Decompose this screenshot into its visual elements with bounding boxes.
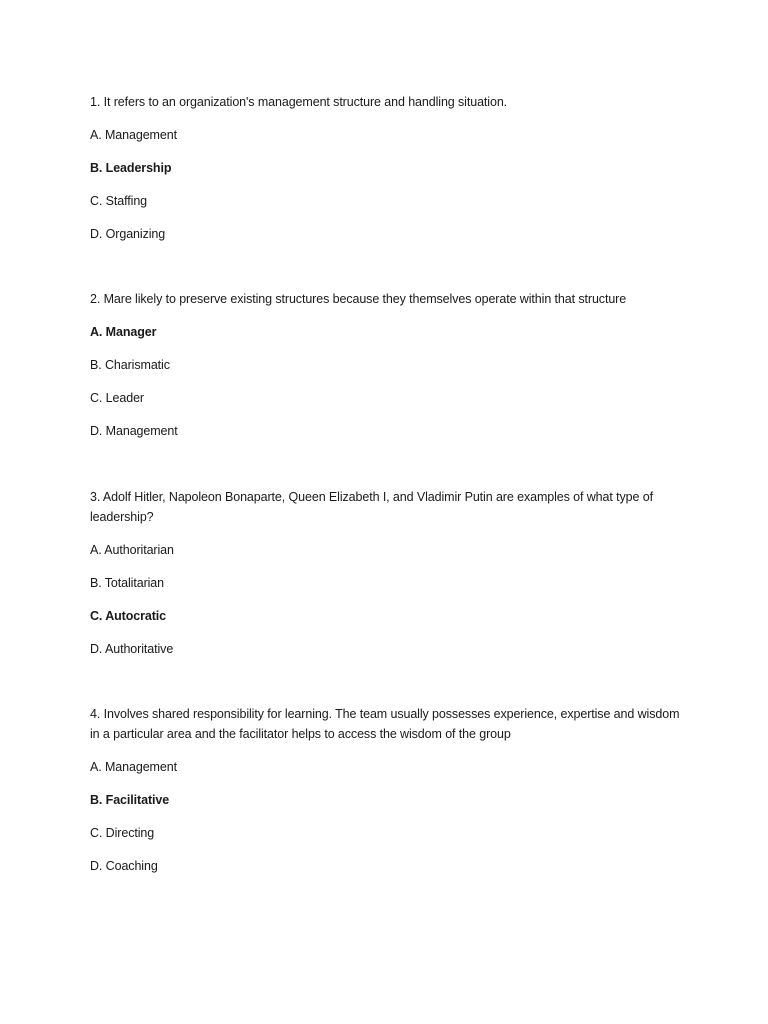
option-b-answer: B. Facilitative	[90, 793, 170, 807]
option-b: B. Totalitarian	[90, 576, 165, 590]
option-a-answer: A. Manager	[90, 325, 157, 339]
question-1	[90, 92, 690, 244]
option-c-answer: C. Autocratic	[90, 609, 167, 623]
question-2	[90, 289, 690, 441]
option-c: C. Leader	[90, 391, 144, 405]
option-a: A. Authoritarian	[90, 543, 174, 557]
question-text: 3. Adolf Hitler, Napoleon Bonaparte, Queen Elizabeth I, and Vladimir Putin are examples of what type of leadership?	[90, 490, 653, 524]
question-4	[90, 704, 690, 876]
question-text: 1. It refers to an organization's management structure and handling situation.	[90, 95, 508, 109]
option-a: A. Management	[90, 128, 177, 142]
option-a: A. Management	[90, 760, 177, 774]
option-b-answer: B. Leadership	[90, 161, 172, 175]
option-c: C. Directing	[90, 826, 155, 840]
option-d: D. Management	[90, 424, 178, 438]
option-c: C. Staffing	[90, 194, 148, 208]
option-d: D. Authoritative	[90, 642, 174, 656]
question-text: 4. Involves shared responsibility for learning. The team usually possesses experience, expertise and wisdom in a particular area and the facilitator helps to access the wisdom of the group	[90, 707, 680, 741]
option-d: D. Coaching	[90, 859, 158, 873]
question-3	[90, 487, 690, 659]
option-d: D. Organizing	[90, 227, 166, 241]
question-text: 2. Mare likely to preserve existing structures because they themselves operate within that structure	[90, 292, 627, 306]
option-b: B. Charismatic	[90, 358, 170, 372]
